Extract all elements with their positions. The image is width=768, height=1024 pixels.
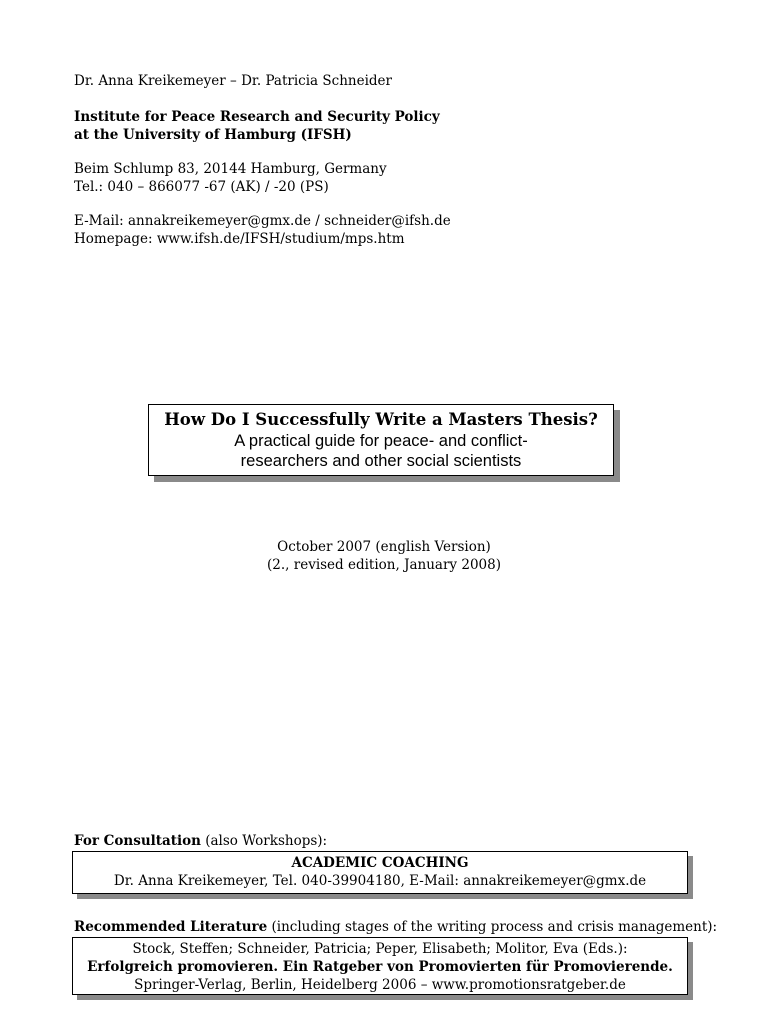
literature-publisher: Springer-Verlag, Berlin, Heidelberg 2006 – www.promotionsratgeber.de	[134, 977, 626, 993]
literature-authors: Stock, Steffen; Schneider, Patricia; Peper, Elisabeth; Molitor, Eva (Eds.):	[132, 941, 628, 957]
literature-label	[74, 918, 717, 936]
homepage-line: Homepage: www.ifsh.de/IFSH/studium/mps.htm	[74, 231, 405, 247]
institute-name-line2: at the University of Hamburg (IFSH)	[74, 127, 352, 143]
literature-label-rest: (including stages of the writing process and crisis management):	[267, 919, 718, 935]
email-line: E-Mail: annakreikemeyer@gmx.de / schneider@ifsh.de	[74, 213, 451, 229]
institute-name-line1: Institute for Peace Research and Security Policy	[74, 109, 440, 125]
literature-box	[72, 937, 688, 995]
consultation-heading: ACADEMIC COACHING	[291, 855, 469, 871]
edition-date: October 2007 (english Version)	[277, 539, 491, 555]
document-subtitle-line1: A practical guide for peace- and conflict-	[234, 432, 528, 450]
address-line: Beim Schlump 83, 20144 Hamburg, Germany	[74, 161, 387, 177]
consultation-label	[74, 832, 327, 850]
consultation-contact: Dr. Anna Kreikemeyer, Tel. 040-39904180, E-Mail: annakreikemeyer@gmx.de	[113, 873, 647, 889]
consultation-label-bold: For Consultation	[74, 833, 201, 849]
document-title: How Do I Successfully Write a Masters Thesis?	[164, 410, 598, 429]
title-box	[148, 404, 614, 476]
literature-title: Erfolgreich promovieren. Ein Ratgeber von Promovierten für Promovierende.	[87, 959, 673, 975]
consultation-box	[72, 851, 688, 894]
authors-line: Dr. Anna Kreikemeyer – Dr. Patricia Schneider	[74, 73, 392, 89]
phone-line: Tel.: 040 – 866077 -67 (AK) / -20 (PS)	[74, 179, 329, 195]
document-subtitle-line2: researchers and other social scientists	[240, 452, 522, 470]
edition-revision: (2., revised edition, January 2008)	[267, 557, 501, 573]
literature-label-bold: Recommended Literature	[74, 919, 268, 935]
consultation-label-rest: (also Workshops):	[200, 833, 328, 849]
